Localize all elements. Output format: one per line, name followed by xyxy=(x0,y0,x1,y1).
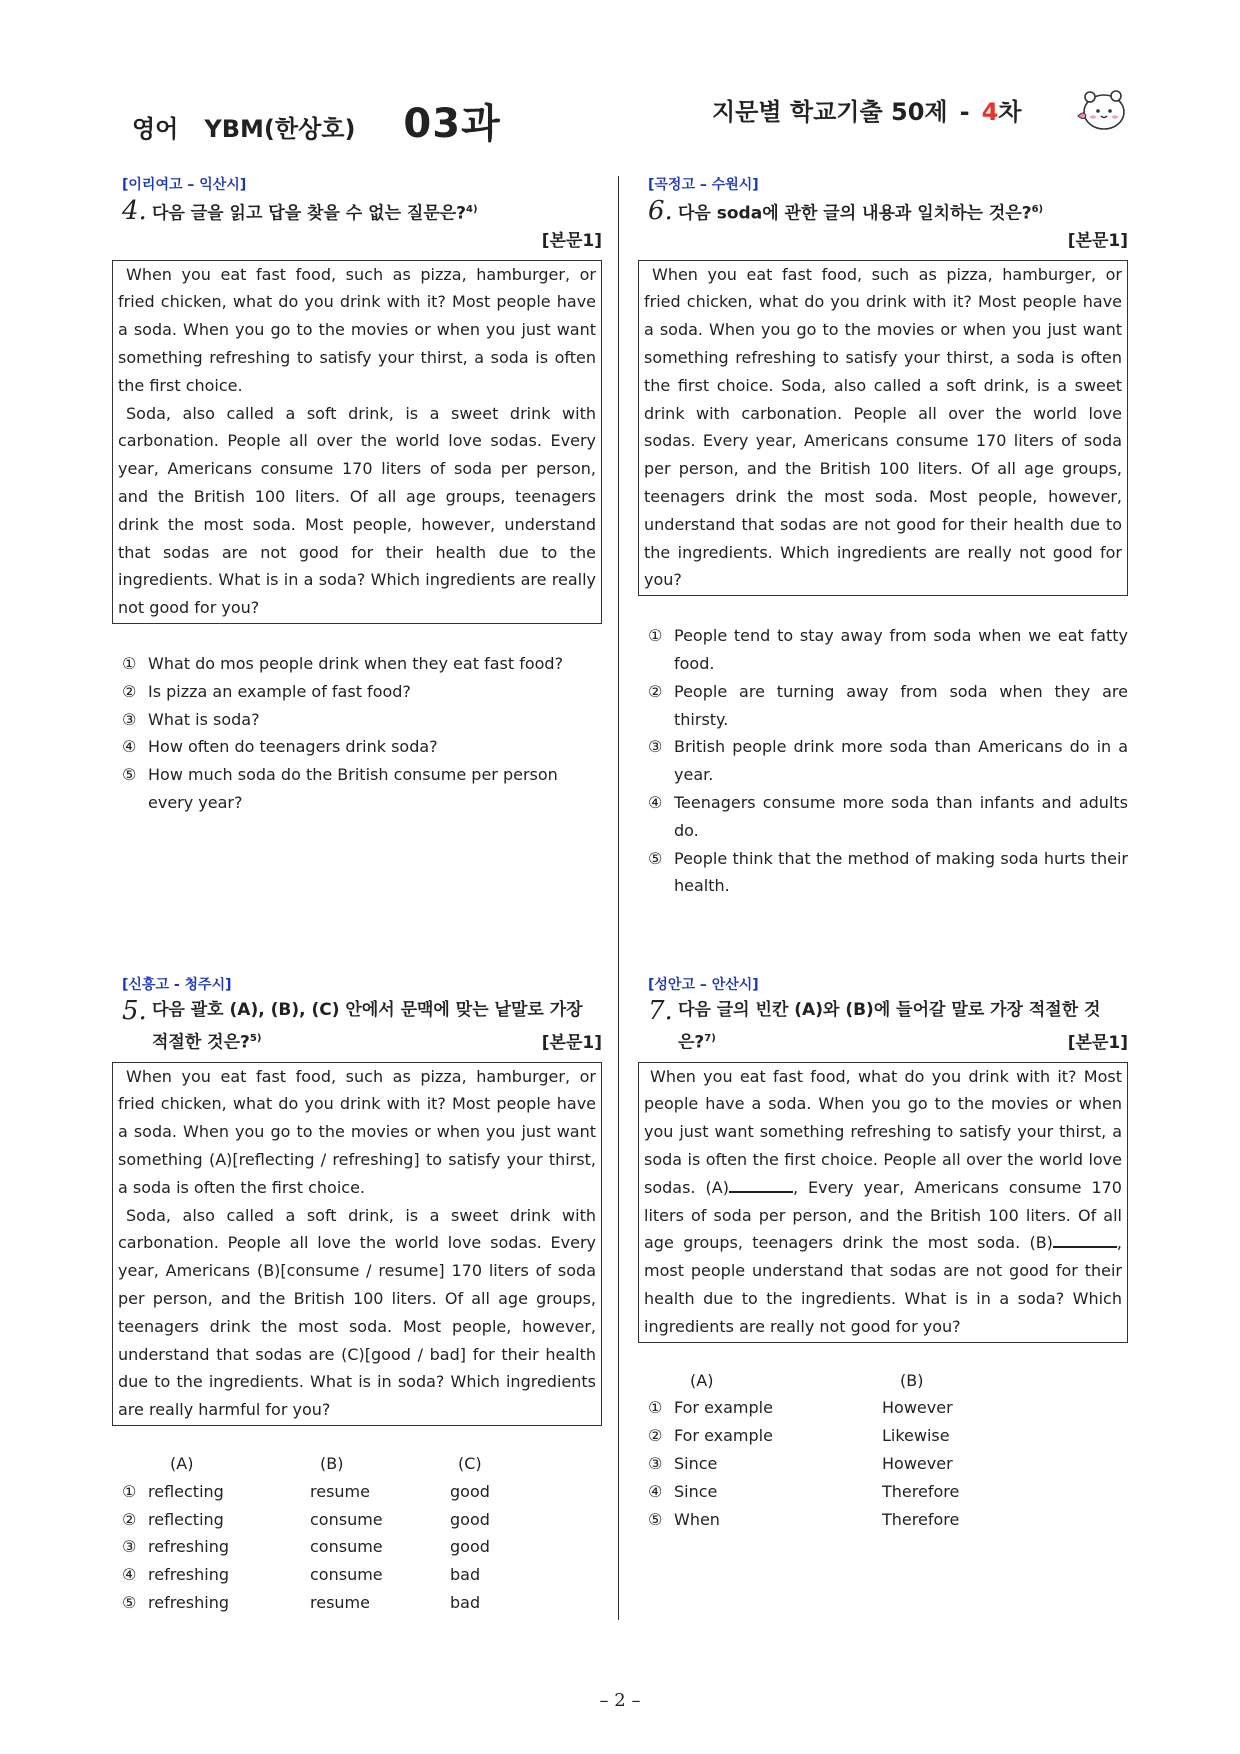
question-number: 4. xyxy=(122,196,147,226)
question-source: [곡정고 – 수원시] xyxy=(648,177,759,193)
question-text: 다음 글을 읽고 답을 찾을 수 없는 질문은? xyxy=(152,203,467,224)
answer-option[interactable]: ⑤ When Therefore xyxy=(648,1509,960,1529)
question-text-cont: 은? xyxy=(678,1032,705,1053)
passage-paragraph: When you eat fast food, such as pizza, hamburger, or fried chicken, what do you drink with it? Most people have a soda. When you go to the movies or when you just want something (A)[reflecting / refreshing] to satisfy your thirst, a soda is often the first choice. xyxy=(118,1066,596,1197)
answer-option[interactable]: ④ Teenagers consume more soda than infants and adults do. xyxy=(648,793,1128,840)
series-title: 지문별 학교기출 50제 xyxy=(712,98,948,126)
reading-passage xyxy=(638,260,1128,597)
passage-text: , Every year, Americans consume 170 liters of soda per person, and the British 100 liters. Of all age groups, teenagers drink the most soda. (B) xyxy=(644,1177,1122,1253)
page-header-left xyxy=(132,92,501,147)
answer-option[interactable]: ① reflecting resume good xyxy=(122,1481,490,1501)
column-divider xyxy=(618,176,619,1620)
answer-option[interactable]: ③ British people drink more soda than Americans do in a year. xyxy=(648,737,1128,785)
question-5 xyxy=(118,974,602,1617)
footnote-ref: 6) xyxy=(1031,204,1044,215)
passage-paragraph: When you eat fast food, such as pizza, hamburger, or fried chicken, what do you drink with it? Most people have a soda. When you go to the movies or when you just want something refreshing to satisfy your thirst, a soda is often the first choice. xyxy=(118,264,596,395)
reading-passage xyxy=(112,260,602,624)
question-text-cont: 적절한 것은? xyxy=(152,1032,250,1053)
answer-options xyxy=(122,650,602,817)
answer-option[interactable]: ① For example However xyxy=(648,1398,953,1418)
answer-option[interactable]: ④ refreshing consume bad xyxy=(122,1565,481,1585)
answer-options xyxy=(648,622,1128,900)
question-stem xyxy=(648,196,1128,228)
answer-table xyxy=(648,1367,1128,1534)
publisher-label: YBM(한상호) xyxy=(204,115,356,143)
passage-tag: [본문1] xyxy=(1067,1032,1128,1053)
answer-option[interactable]: ④ Since Therefore xyxy=(648,1481,960,1501)
question-source: [성안고 – 안산시] xyxy=(648,977,759,993)
passage-text: , most people understand that sodas are not good for their health due to the ingredients. What is in a soda? Which ingredients are really not good for you? xyxy=(644,1233,1122,1336)
answer-option[interactable]: ③ What is soda? xyxy=(122,709,260,729)
footnote-ref: 7) xyxy=(704,1033,716,1044)
question-source: [이리여고 – 익산시] xyxy=(122,177,247,193)
question-stem xyxy=(122,196,602,228)
answer-option[interactable]: ⑤ People think that the method of making soda hurts their health. xyxy=(648,848,1128,896)
answer-table-header: (A) (B) xyxy=(690,1370,924,1390)
answer-option[interactable]: ⑤ refreshing resume bad xyxy=(122,1593,481,1612)
question-text: 다음 soda에 관한 글의 내용과 일치하는 것은? xyxy=(678,203,1032,224)
bear-mascot-icon xyxy=(1074,86,1128,134)
passage-paragraph: Soda, also called a soft drink, is a sweet drink with carbonation. People all over the world love sodas. Every year, Americans consume 170 liters of soda per person, and the British 100 liters. Of all age groups, teenagers drink the most soda. Most people, however, understand that sodas are not good for their health due to the ingredients. What is in a soda? Which ingredients are really not good for you? xyxy=(118,403,596,618)
answer-option[interactable]: ③ refreshing consume good xyxy=(122,1537,490,1557)
answer-option[interactable]: ⑤ How much soda do the British consume per person every year? xyxy=(122,765,558,812)
question-stem xyxy=(122,996,602,1026)
question-6 xyxy=(644,174,1128,900)
answer-option[interactable]: ② reflecting consume good xyxy=(122,1509,490,1529)
question-source: [신흥고 - 청주시] xyxy=(122,977,232,993)
answer-option[interactable]: ④ How often do teenagers drink soda? xyxy=(122,737,438,757)
answer-option[interactable]: ② Is pizza an example of fast food? xyxy=(122,681,411,701)
footnote-ref: 4) xyxy=(466,204,478,215)
page-number: – 2 – xyxy=(599,1690,641,1711)
question-stem xyxy=(648,996,1128,1026)
answer-option[interactable]: ② People are turning away from soda when they are thirsty. xyxy=(648,681,1128,729)
reading-passage xyxy=(112,1062,602,1426)
answer-option[interactable]: ① What do mos people drink when they eat fast food? xyxy=(122,654,564,674)
reading-passage xyxy=(638,1062,1128,1343)
question-7 xyxy=(644,974,1128,1533)
answer-option[interactable]: ③ Since However xyxy=(648,1454,953,1474)
blank-b xyxy=(1053,1230,1117,1248)
header-separator: - xyxy=(959,98,970,126)
subject-label: 영어 xyxy=(132,115,179,143)
answer-table-header: (A) (B) (C) xyxy=(170,1454,482,1474)
passage-paragraph: When you eat fast food, such as pizza, hamburger, or fried chicken, what do you drink with it? Most people have a soda. When you go to the movies or when you just want something refreshing to satisfy your thirst, a soda is often the first choice. Soda, also called a soft drink, is a sweet drink with carbonation. People all over the world love sodas. Every year, Americans consume 170 liters of soda per person, and the British 100 liters. Of all age groups, teenagers drink the most soda. Most people, however, understand that sodas are not good for their health due to the ingredients. Which ingredients are really not good for you? xyxy=(644,264,1122,590)
question-4 xyxy=(118,174,602,817)
passage-text: When you eat fast food, what do you drink with it? Most people have a soda. When you go to the movies or when you just want something refreshing to satisfy your thirst, a soda is often the first choice. People all over the world love sodas. (A) xyxy=(644,1066,1122,1197)
round-number: 4 xyxy=(981,98,999,126)
page-header-right xyxy=(712,92,1021,142)
question-number: 6. xyxy=(648,196,673,226)
question-number: 5. xyxy=(122,996,147,1026)
blank-a xyxy=(729,1175,793,1193)
passage-tag: [본문1] xyxy=(541,1032,602,1053)
answer-option[interactable]: ① People tend to stay away from soda when we eat fatty food. xyxy=(648,626,1128,674)
passage-paragraph: Soda, also called a soft drink, is a sweet drink with carbonation. People all love the world love sodas. Every year, Americans (B)[consume / resume] 170 liters of soda per person, and the British 100 liters. Of all age groups, teenagers drink the most soda. Most people, however, understand that sodas are (C)[good / bad] for their health due to the ingredients. What is in soda? Which ingredients are really harmful for you? xyxy=(118,1205,596,1420)
question-text: 다음 괄호 (A), (B), (C) 안에서 문맥에 맞는 낱말로 가장 xyxy=(152,1000,583,1020)
question-text: 다음 글의 빈칸 (A)와 (B)에 들어갈 말로 가장 적절한 것 xyxy=(678,1000,1101,1020)
passage-tag: [본문1] xyxy=(1067,230,1128,251)
question-number: 7. xyxy=(648,996,673,1026)
answer-table xyxy=(122,1450,602,1617)
passage-tag: [본문1] xyxy=(541,230,602,251)
footnote-ref: 5) xyxy=(249,1033,262,1044)
round-unit: 차 xyxy=(998,98,1022,126)
lesson-title: 03과 xyxy=(403,101,501,147)
answer-option[interactable]: ② For example Likewise xyxy=(648,1426,950,1446)
